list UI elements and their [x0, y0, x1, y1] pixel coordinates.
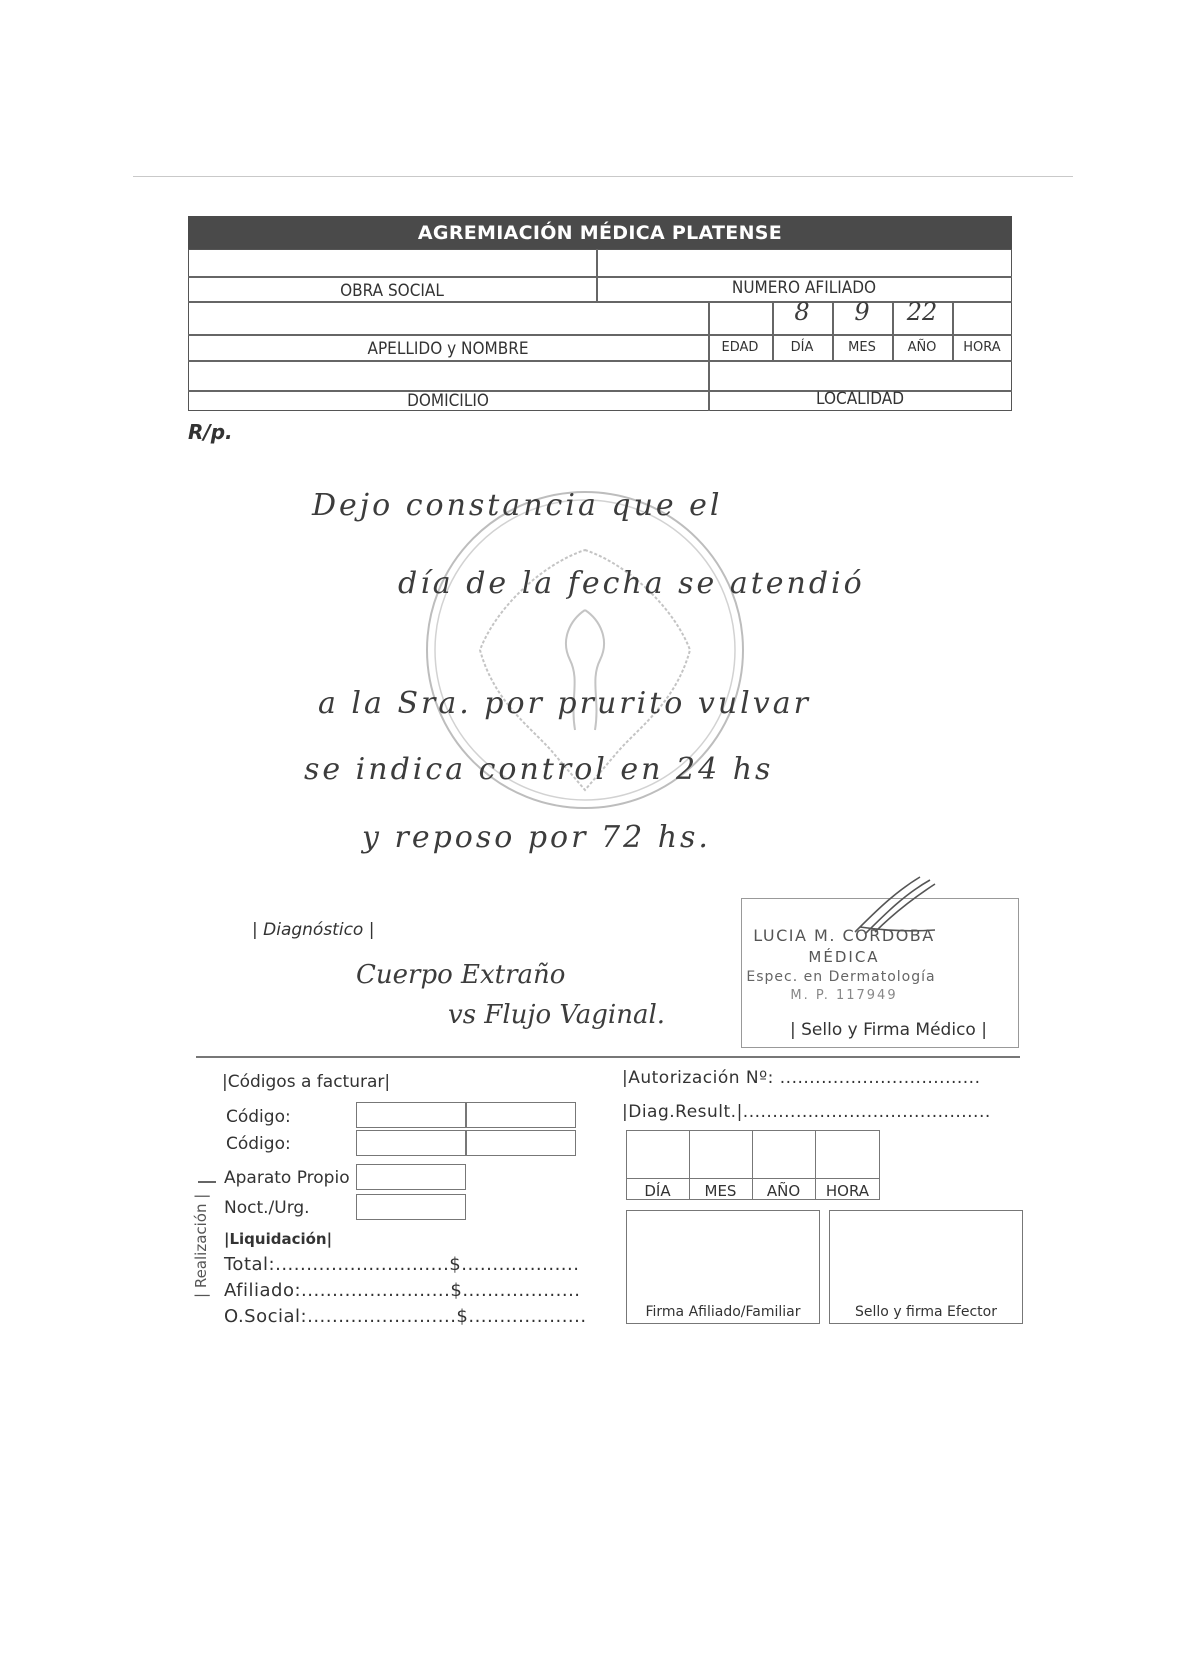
liquidacion-label: |Liquidación| [224, 1230, 333, 1248]
localidad-label: LOCALIDAD [816, 389, 904, 409]
mes-label: MES [848, 340, 876, 355]
rp-label: R/p. [188, 420, 233, 444]
table-rule [708, 301, 710, 411]
prescription-line-4: se indica control en 24 hs [304, 752, 774, 787]
result-mes-label: MES [704, 1182, 737, 1200]
handwritten-mes: 9 [854, 298, 870, 326]
section-divider [196, 1056, 1020, 1058]
stamp-title: MÉDICA [808, 948, 880, 966]
result-hora-label: HORA [825, 1182, 870, 1200]
stamp-specialty: Espec. en Dermatología [746, 969, 936, 985]
stamp-caption: | Sello y Firma Médico | [790, 1020, 987, 1040]
firma-afiliado-label: Firma Afiliado/Familiar [645, 1304, 801, 1320]
table-rule [626, 1178, 880, 1179]
afiliado-line: Afiliado:........................$................... [224, 1280, 581, 1301]
obra-social-label: OBRA SOCIAL [340, 281, 444, 301]
handwritten-anio: 22 [906, 298, 938, 326]
stamp-mp: M. P. 117949 [790, 988, 898, 1003]
table-rule [188, 334, 1012, 336]
prescription-line-3: a la Sra. por prurito vulvar [318, 686, 811, 721]
anio-label: AÑO [907, 340, 937, 355]
form-header-title: AGREMIACIÓN MÉDICA PLATENSE [188, 216, 1012, 250]
diagnostico-label: | Diagnóstico | [252, 920, 375, 940]
edad-label: EDAD [721, 340, 759, 355]
prescription-line-5: y reposo por 72 hs. [362, 820, 711, 855]
codigos-facturar-label: |Códigos a facturar| [222, 1072, 391, 1092]
codigo-1-field-a[interactable] [356, 1102, 466, 1128]
aparato-propio-field[interactable] [356, 1164, 466, 1190]
realizacion-label: | Realización | [192, 1193, 210, 1298]
patient-info-table [188, 249, 1012, 411]
codigo-2-field-b[interactable] [466, 1130, 576, 1156]
codigo-2-label: Código: [226, 1134, 291, 1154]
diag-result-line: |Diag.Result.|.......................................... [622, 1102, 991, 1122]
apellido-nombre-label: APELLIDO y NOMBRE [367, 339, 529, 359]
domicilio-label: DOMICILIO [407, 391, 489, 411]
stamp-name: LUCIA M. CORDOBA [753, 926, 935, 945]
noct-urg-field[interactable] [356, 1194, 466, 1220]
table-rule [188, 360, 1012, 362]
result-anio-label: AÑO [766, 1182, 801, 1200]
dia-label: DÍA [790, 340, 814, 355]
aparato-propio-label: Aparato Propio [224, 1168, 350, 1188]
scan-line [133, 176, 1073, 177]
realizacion-tick [198, 1181, 216, 1183]
prescription-line-1: Dejo constancia que el [312, 488, 723, 523]
osocial-line: O.Social:........................$................... [224, 1306, 587, 1327]
codigo-1-field-b[interactable] [466, 1102, 576, 1128]
diagnostico-line-2: vs Flujo Vaginal. [448, 1000, 666, 1030]
watermark-logo [420, 490, 750, 850]
sello-efector-label: Sello y firma Efector [855, 1304, 997, 1320]
prescription-line-2: día de la fecha se atendió [398, 566, 865, 601]
codigo-1-label: Código: [226, 1107, 291, 1127]
numero-afiliado-label: NUMERO AFILIADO [731, 278, 877, 298]
table-rule [188, 301, 1012, 303]
diagnostico-line-1: Cuerpo Extraño [356, 960, 566, 990]
autorizacion-line: |Autorización Nº: .................................. [622, 1068, 981, 1088]
handwritten-dia: 8 [794, 298, 810, 326]
noct-urg-label: Noct./Urg. [224, 1198, 310, 1218]
table-rule [596, 249, 598, 301]
codigo-2-field-a[interactable] [356, 1130, 466, 1156]
hora-label: HORA [963, 340, 1001, 355]
result-dia-label: DÍA [644, 1182, 671, 1200]
total-line: Total:............................$................... [224, 1254, 580, 1275]
